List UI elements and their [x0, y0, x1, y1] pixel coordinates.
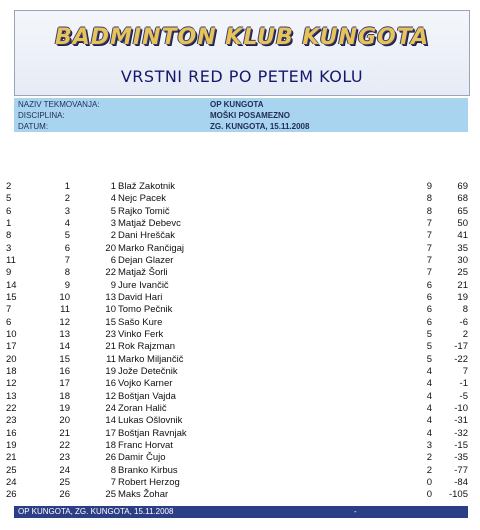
point-difference: -32 [454, 427, 468, 439]
player-name: Dani Hreščak [118, 230, 176, 242]
table-row [6, 452, 470, 464]
player-number: 10 [105, 304, 116, 316]
footer-text: OP KUNGOTA, ZG. KUNGOTA, 15.11.2008 [18, 507, 174, 516]
table-row [6, 280, 470, 292]
previous-rank: 15 [6, 291, 17, 303]
player-name: Rajko Tomič [118, 205, 170, 217]
player-number: 26 [105, 452, 116, 464]
player-name: Lukas Ošlovnik [118, 415, 183, 427]
table-row [6, 354, 470, 366]
player-name: Franc Horvat [118, 439, 173, 451]
player-name: Jure Ivančič [118, 279, 169, 291]
standings-table [6, 181, 470, 502]
points: 7 [426, 267, 432, 279]
previous-rank: 25 [6, 464, 17, 476]
current-rank: 21 [59, 427, 70, 439]
table-row [6, 366, 470, 378]
previous-rank: 7 [6, 304, 12, 316]
points: 5 [426, 353, 432, 365]
player-number: 4 [110, 193, 116, 205]
point-difference: 2 [462, 328, 468, 340]
club-title: BADMINTON KLUB KUNGOTA [54, 25, 430, 50]
table-row [6, 329, 470, 341]
point-difference: 69 [457, 181, 468, 192]
point-difference: 19 [457, 291, 468, 303]
player-name: Marko Rančigaj [118, 242, 184, 254]
previous-rank: 5 [6, 193, 12, 205]
competition-info [14, 98, 468, 132]
point-difference: -77 [454, 464, 468, 476]
table-row [6, 255, 470, 267]
points: 4 [426, 427, 432, 439]
table-row [6, 440, 470, 452]
previous-rank: 26 [6, 489, 17, 501]
current-rank: 1 [64, 181, 70, 192]
player-number: 1 [110, 181, 116, 192]
point-difference: 21 [457, 279, 468, 291]
points: 7 [426, 230, 432, 242]
current-rank: 11 [60, 304, 70, 316]
player-name: Sašo Kure [118, 316, 163, 328]
player-name: Branko Kirbus [118, 464, 178, 476]
player-number: 7 [110, 476, 116, 488]
player-name: Tomo Pečnik [118, 304, 173, 316]
table-row [6, 292, 470, 304]
player-name: Matjaž Debevc [118, 217, 181, 229]
table-row [6, 267, 470, 279]
current-rank: 16 [59, 365, 70, 377]
point-difference: -15 [454, 439, 468, 451]
table-row [6, 181, 470, 193]
current-rank: 20 [59, 415, 70, 427]
points: 7 [426, 217, 432, 229]
previous-rank: 17 [6, 341, 17, 353]
previous-rank: 1 [6, 217, 12, 229]
points: 5 [426, 341, 432, 353]
previous-rank: 10 [6, 328, 17, 340]
player-number: 21 [105, 341, 116, 353]
table-row [6, 243, 470, 255]
player-name: Marko Miljančič [118, 353, 184, 365]
point-difference: -5 [459, 390, 468, 402]
point-difference: -22 [454, 353, 468, 365]
point-difference: 68 [457, 193, 468, 205]
previous-rank: 13 [6, 390, 17, 402]
table-row [6, 193, 470, 205]
point-difference: 25 [457, 267, 468, 279]
footer-bar [14, 506, 468, 518]
previous-rank: 9 [6, 267, 12, 279]
points: 9 [426, 181, 432, 192]
info-label: NAZIV TEKMOVANJA: [18, 100, 100, 109]
player-name: Robert Herzog [118, 476, 180, 488]
player-name: Maks Žohar [118, 489, 169, 501]
points: 3 [426, 439, 432, 451]
points: 6 [426, 279, 432, 291]
player-name: Vojko Karner [118, 378, 173, 390]
previous-rank: 22 [6, 402, 17, 414]
current-rank: 6 [64, 242, 70, 254]
previous-rank: 8 [6, 230, 12, 242]
player-number: 13 [105, 291, 116, 303]
previous-rank: 3 [6, 242, 12, 254]
points: 8 [426, 193, 432, 205]
table-row [6, 477, 470, 489]
previous-rank: 11 [6, 254, 16, 266]
previous-rank: 23 [6, 415, 17, 427]
current-rank: 12 [59, 316, 70, 328]
player-name: Boštjan Vajda [118, 390, 176, 402]
point-difference: 8 [462, 304, 468, 316]
points: 4 [426, 402, 432, 414]
current-rank: 15 [59, 353, 70, 365]
table-row [6, 378, 470, 390]
point-difference: -6 [459, 316, 468, 328]
player-name: David Hari [118, 291, 163, 303]
previous-rank: 6 [6, 316, 12, 328]
player-name: Dejan Glazer [118, 254, 174, 266]
player-number: 20 [105, 242, 116, 254]
previous-rank: 19 [6, 439, 17, 451]
points: 2 [426, 452, 432, 464]
table-row [6, 428, 470, 440]
points: 4 [426, 378, 432, 390]
previous-rank: 16 [6, 427, 17, 439]
header-banner [14, 10, 470, 96]
player-name: Boštjan Ravnjak [118, 427, 187, 439]
player-number: 5 [110, 205, 116, 217]
point-difference: 50 [457, 217, 468, 229]
point-difference: 7 [462, 365, 468, 377]
table-row [6, 415, 470, 427]
previous-rank: 18 [6, 365, 17, 377]
points: 6 [426, 291, 432, 303]
player-number: 16 [105, 378, 116, 390]
current-rank: 19 [59, 402, 70, 414]
current-rank: 23 [59, 452, 70, 464]
table-row [6, 304, 470, 316]
current-rank: 22 [59, 439, 70, 451]
player-number: 25 [105, 489, 116, 501]
current-rank: 13 [59, 328, 70, 340]
current-rank: 14 [59, 341, 70, 353]
player-name: Zoran Halič [118, 402, 167, 414]
points: 4 [426, 390, 432, 402]
player-number: 14 [105, 415, 116, 427]
previous-rank: 24 [6, 476, 17, 488]
player-number: 23 [105, 328, 116, 340]
table-row [6, 489, 470, 501]
player-name: Rok Rajzman [118, 341, 176, 353]
player-number: 15 [105, 316, 116, 328]
previous-rank: 21 [6, 452, 17, 464]
player-name: Nejc Pacek [118, 193, 167, 205]
table-row [6, 341, 470, 353]
info-row-date [14, 121, 468, 132]
player-name: Matjaž Šorli [118, 267, 168, 279]
point-difference: -10 [454, 402, 468, 414]
player-name: Jože Detečnik [118, 365, 178, 377]
info-label: DISCIPLINA: [18, 111, 65, 120]
points: 0 [426, 476, 432, 488]
table-row [6, 465, 470, 477]
points: 7 [426, 242, 432, 254]
point-difference: 35 [457, 242, 468, 254]
table-row [6, 230, 470, 242]
player-number: 9 [110, 279, 116, 291]
table-row [6, 403, 470, 415]
page-subtitle: VRSTNI RED PO PETEM KOLU [120, 67, 364, 86]
point-difference: -105 [448, 489, 468, 501]
current-rank: 10 [59, 291, 70, 303]
player-number: 8 [110, 464, 116, 476]
info-row-name [14, 99, 468, 110]
player-number: 19 [105, 365, 116, 377]
table-row [6, 206, 470, 218]
previous-rank: 14 [6, 279, 17, 291]
current-rank: 4 [64, 217, 70, 229]
points: 7 [426, 254, 432, 266]
table-row [6, 218, 470, 230]
player-name: Damir Čujo [118, 452, 166, 464]
points: 8 [426, 205, 432, 217]
point-difference: 41 [457, 230, 468, 242]
current-rank: 7 [64, 254, 70, 266]
player-number: 17 [105, 427, 116, 439]
points: 6 [426, 304, 432, 316]
player-number: 3 [110, 217, 116, 229]
player-number: 2 [110, 230, 116, 242]
point-difference: 30 [457, 254, 468, 266]
points: 0 [426, 489, 432, 501]
previous-rank: 6 [6, 205, 12, 217]
info-value: MOŠKI POSAMEZNO [210, 111, 291, 120]
player-number: 6 [110, 254, 116, 266]
point-difference: -1 [459, 378, 468, 390]
current-rank: 5 [64, 230, 70, 242]
table-row [6, 317, 470, 329]
previous-rank: 12 [6, 378, 17, 390]
footer-dash: - [354, 507, 357, 516]
player-number: 22 [105, 267, 116, 279]
player-name: Vinko Ferk [118, 328, 164, 340]
point-difference: -31 [454, 415, 468, 427]
point-difference: -17 [454, 341, 468, 353]
player-number: 24 [105, 402, 116, 414]
info-row-discipline [14, 110, 468, 121]
points: 6 [426, 316, 432, 328]
player-number: 12 [105, 390, 116, 402]
previous-rank: 20 [6, 353, 17, 365]
point-difference: -35 [454, 452, 468, 464]
current-rank: 9 [64, 279, 70, 291]
player-number: 18 [105, 439, 116, 451]
previous-rank: 2 [6, 181, 12, 192]
current-rank: 18 [59, 390, 70, 402]
current-rank: 26 [59, 489, 70, 501]
current-rank: 24 [59, 464, 70, 476]
current-rank: 2 [64, 193, 70, 205]
info-label: DATUM: [18, 122, 49, 131]
info-value: OP KUNGOTA [210, 100, 264, 109]
info-value: ZG. KUNGOTA, 15.11.2008 [210, 122, 310, 131]
current-rank: 17 [59, 378, 70, 390]
table-row [6, 391, 470, 403]
points: 4 [426, 365, 432, 377]
current-rank: 25 [59, 476, 70, 488]
points: 2 [426, 464, 432, 476]
point-difference: 65 [457, 205, 468, 217]
point-difference: -84 [454, 476, 468, 488]
points: 5 [426, 328, 432, 340]
points: 4 [426, 415, 432, 427]
player-name: Blaž Zakotnik [118, 181, 176, 192]
current-rank: 3 [64, 205, 70, 217]
player-number: 11 [106, 353, 116, 365]
current-rank: 8 [64, 267, 70, 279]
